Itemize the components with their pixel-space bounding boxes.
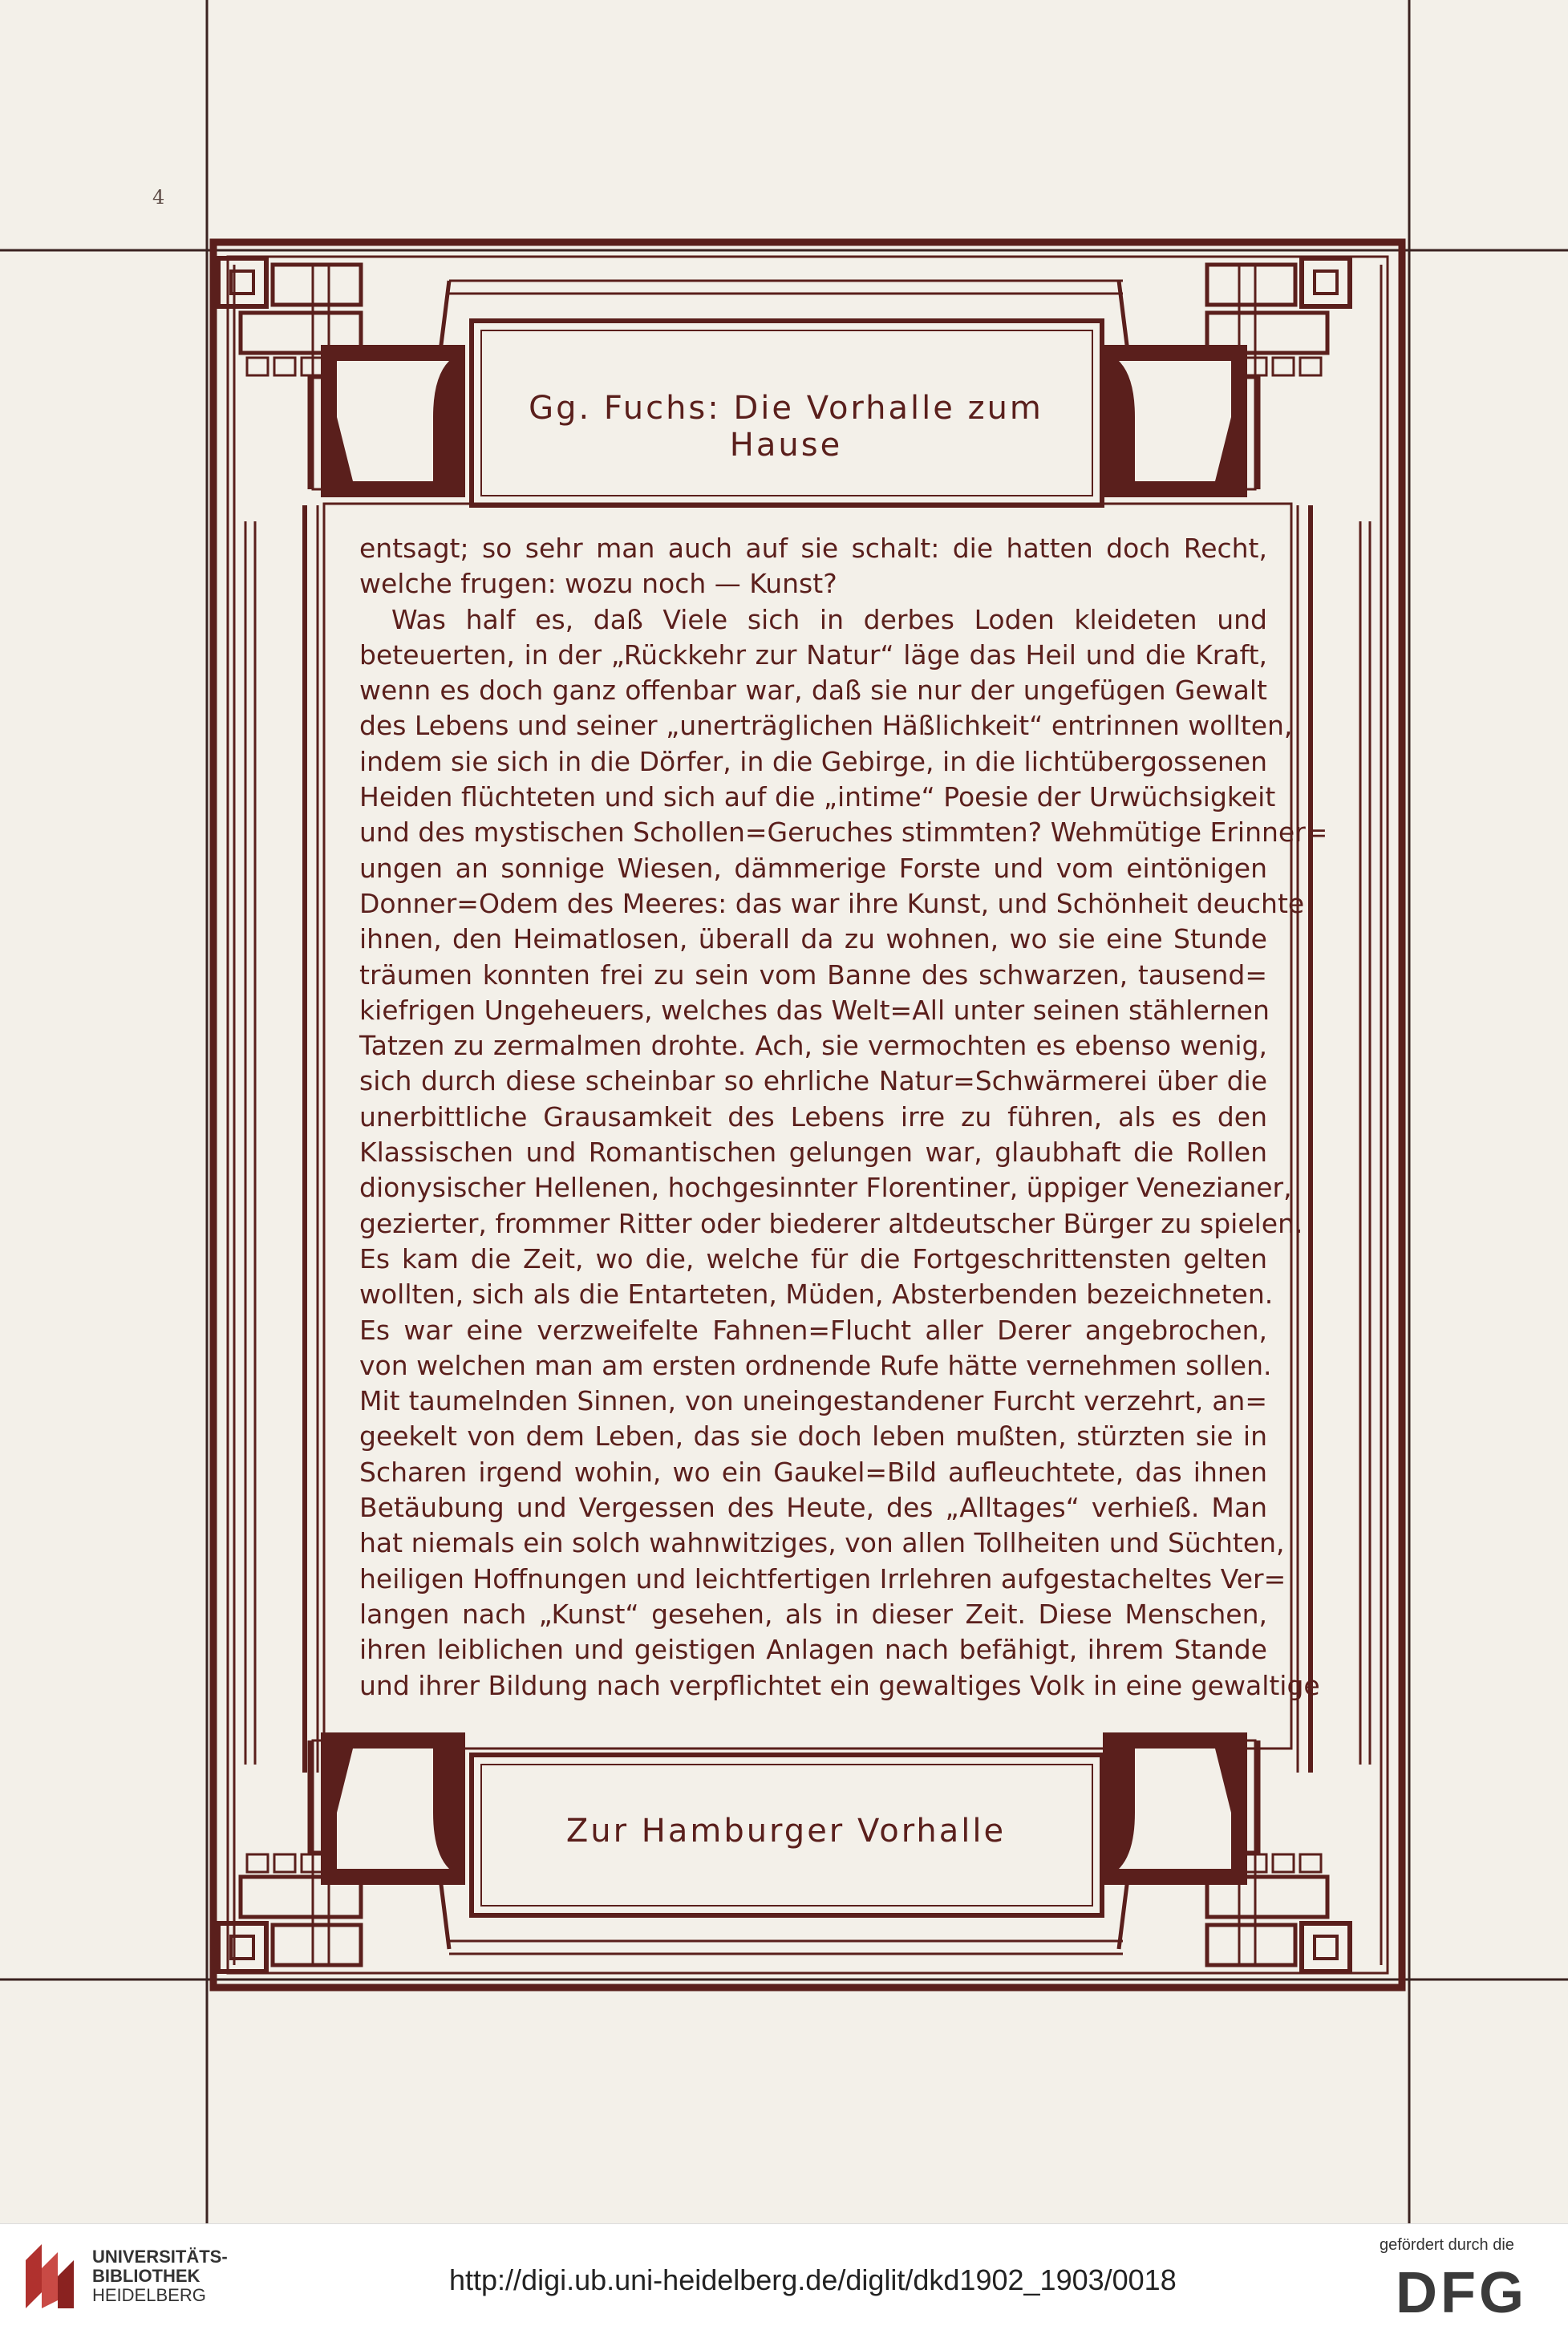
text-line: wenn es doch ganz offenbar war, daß sie nur der ungefügen Gewalt (359, 675, 1267, 707)
text-line: dionysischer Hellenen, hochgesinnter Florentiner, üppiger Venezianer, (359, 1172, 1292, 1204)
text-line: entsagt; so sehr man auch auf sie schalt: die hatten doch Recht, (359, 533, 1267, 564)
text-line: wollten, sich als die Entarteten, Müden, Absterbenden bezeichneten. (359, 1278, 1274, 1311)
text-line: ihren leiblichen und geistigen Anlagen nach befähigt, ihrem Stande (359, 1634, 1267, 1666)
footer-title: Zur Hamburger Vorhalle (565, 1813, 1007, 1850)
text-line: heiligen Hoffnungen und leichtfertigen Irrlehren aufgestacheltes Ver= (359, 1562, 1286, 1595)
text-line: Heiden flüchteten und sich auf die „intime“ Poesie der Urwüchsigkeit (359, 781, 1276, 813)
text-line: langen nach „Kunst“ gesehen, als in dieser Zeit. Diese Menschen, (359, 1598, 1267, 1630)
text-line: geekelt von dem Leben, das sie doch leben mußten, stürzten sie in (359, 1420, 1267, 1453)
logo-line-1: UNIVERSITÄTS- (92, 2247, 228, 2267)
text-line: gezierter, frommer Ritter oder biederer altdeutscher Bürger zu spielen. (359, 1207, 1303, 1239)
text-line: träumen konnten frei zu sein vom Banne des schwarzen, tausend= (359, 958, 1267, 991)
text-line: ihnen, den Heimatlosen, überall da zu wohnen, wo sie eine Stunde (359, 923, 1267, 955)
library-logo-icon[interactable] (18, 2236, 82, 2316)
text-line: und des mystischen Schollen=Geruches stimmten? Wehmütige Erinner= (359, 817, 1328, 849)
text-line: unerbittliche Grausamkeit des Lebens irre zu führen, als es den (359, 1100, 1267, 1133)
permalink-url[interactable]: http://digi.ub.uni-heidelberg.de/diglit/dkd1902_1903/0018 (449, 2263, 1177, 2296)
text-line: hat niemals ein solch wahnwitziges, von allen Tollheiten und Süchten, (359, 1527, 1285, 1559)
text-line: Betäubung und Vergessen des Heute, des „Alltages“ verhieß. Man (359, 1492, 1267, 1524)
text-line: sich durch diese scheinbar so ehrliche Natur=Schwärmerei über die (359, 1065, 1267, 1097)
text-line: indem sie sich in die Dörfer, in die Gebirge, in die lichtübergossenen (359, 745, 1267, 777)
page-number: 4 (152, 186, 165, 209)
body-text (359, 531, 1328, 1704)
dfg-logo[interactable]: DFG (1396, 2261, 1527, 2325)
text-line: Donner=Odem des Meeres: das war ihre Kunst, und Schönheit deuchte (359, 887, 1305, 919)
text-line: Was half es, daß Viele sich in derbes Loden kleideten und (391, 603, 1267, 635)
header-title: Gg. Fuchs: Die Vorhalle zum Hause (529, 390, 1043, 464)
dfg-caption: gefördert durch die (1380, 2236, 1514, 2254)
logo-line-3: HEIDELBERG (92, 2285, 206, 2305)
text-line: ungen an sonnige Wiesen, dämmerige Forste und vom eintönigen (359, 852, 1267, 884)
text-line: des Lebens und seiner „unerträglichen Häßlichkeit“ entrinnen wollten, (359, 710, 1293, 742)
text-line: kiefrigen Ungeheuers, welches das Welt=All unter seinen stählernen (359, 994, 1270, 1026)
text-line: Scharen irgend wohin, wo ein Gaukel=Bild aufleuchtete, das ihnen (359, 1456, 1267, 1488)
library-logo-text[interactable] (92, 2247, 228, 2305)
text-line: Es kam die Zeit, wo die, welche für die Fortgeschrittensten gelten (359, 1242, 1267, 1274)
text-line: und ihrer Bildung nach verpflichtet ein gewaltiges Volk in eine gewaltige (359, 1669, 1320, 1701)
text-line: welche frugen: wozu noch — Kunst? (359, 568, 837, 600)
text-line: von welchen man am ersten ordnende Rufe hätte vernehmen sollen. (359, 1349, 1272, 1381)
text-line: Mit taumelnden Sinnen, von uneingestandener Furcht verzehrt, an= (359, 1385, 1267, 1417)
text-line: beteuerten, in der „Rückkehr zur Natur“ läge das Heil und die Kraft, (359, 638, 1267, 671)
text-line: Klassischen und Romantischen gelungen war, glaubhaft die Rollen (359, 1137, 1267, 1169)
logo-line-2: BIBLIOTHEK (92, 2266, 201, 2286)
text-line: Es war eine verzweifelte Fahnen=Flucht aller Derer angebrochen, (359, 1314, 1267, 1346)
text-line: Tatzen zu zermalmen drohte. Ach, sie vermochten es ebenso wenig, (359, 1030, 1267, 1062)
